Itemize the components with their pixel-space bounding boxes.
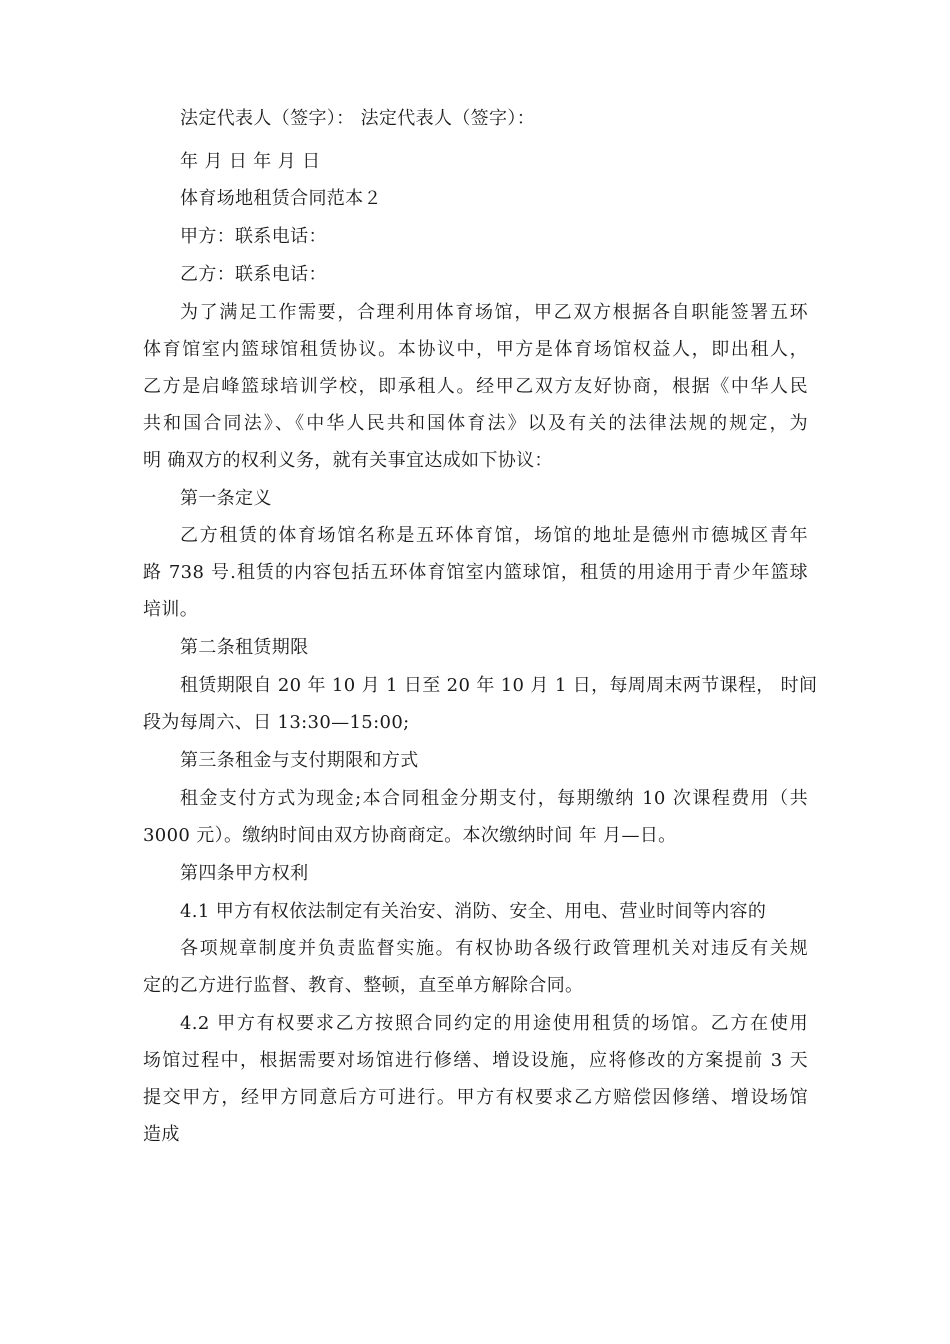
party-b-line: 乙方：联系电话：	[180, 264, 327, 285]
signature-line: 法定代表人（签字）： 法定代表人（签字）：	[180, 108, 536, 129]
paragraph-line: 为了满足工作需要，合理利用体育场馆，甲乙双方根据各自职能签署五环	[180, 302, 808, 323]
party-a-line: 甲方：联系电话：	[180, 226, 327, 247]
paragraph-line: 乙方是启峰篮球培训学校，即承租人。经甲乙双方友好协商，根据《中华人民	[143, 376, 808, 397]
paragraph-line: 4.2 甲方有权要求乙方按照合同约定的用途使用租赁的场馆。乙方在使用	[180, 1013, 808, 1034]
paragraph-line: 段为每周六、日 13:30—15:00;	[143, 712, 410, 733]
section-heading: 第三条租金与支付期限和方式	[180, 750, 419, 771]
paragraph-line: 租金支付方式为现金;本合同租金分期支付，每期缴纳 10 次课程费用（共	[180, 788, 808, 809]
paragraph-line: 体育馆室内篮球馆租赁协议。本协议中，甲方是体育场馆权益人，即出租人，	[143, 339, 808, 360]
paragraph-line: 租赁期限自 20 年 10 月 1 日至 20 年 10 月 1 日，每周周末两节课程， 时间	[180, 675, 818, 696]
section-heading: 第一条定义	[180, 488, 272, 509]
date-line: 年 月 日 年 月 日	[180, 151, 321, 172]
paragraph-line: 共和国合同法》、《中华人民共和国体育法》以及有关的法律法规的规定，为	[143, 413, 808, 434]
paragraph-line: 各项规章制度并负责监督实施。有权协助各级行政管理机关对违反有关规	[180, 938, 808, 959]
document-title: 体育场地租赁合同范本２	[180, 188, 382, 209]
section-heading: 第四条甲方权利	[180, 863, 309, 884]
paragraph-line: 明 确双方的权利义务，就有关事宜达成如下协议：	[143, 450, 553, 471]
paragraph-line: 提交甲方，经甲方同意后方可进行。甲方有权要求乙方赔偿因修缮、增设场馆	[143, 1087, 808, 1108]
paragraph-line: 场馆过程中，根据需要对场馆进行修缮、增设设施，应将修改的方案提前 3 天	[143, 1050, 808, 1071]
paragraph-line: 培训。	[143, 599, 199, 620]
paragraph-line: 造成	[143, 1124, 180, 1145]
section-heading: 第二条租赁期限	[180, 637, 309, 658]
paragraph-line: 路 738 号.租赁的内容包括五环体育馆室内篮球馆，租赁的用途用于青少年篮球	[143, 562, 808, 583]
paragraph-line: 4.1 甲方有权依法制定有关治安、消防、安全、用电、营业时间等内容的	[180, 901, 767, 922]
paragraph-line: 3000 元）。缴纳时间由双方协商商定。本次缴纳时间 年 月—日。	[143, 825, 677, 846]
paragraph-line: 乙方租赁的体育场馆名称是五环体育馆，场馆的地址是德州市德城区青年	[180, 525, 808, 546]
paragraph-line: 定的乙方进行监督、教育、整顿，直至单方解除合同。	[143, 975, 584, 996]
